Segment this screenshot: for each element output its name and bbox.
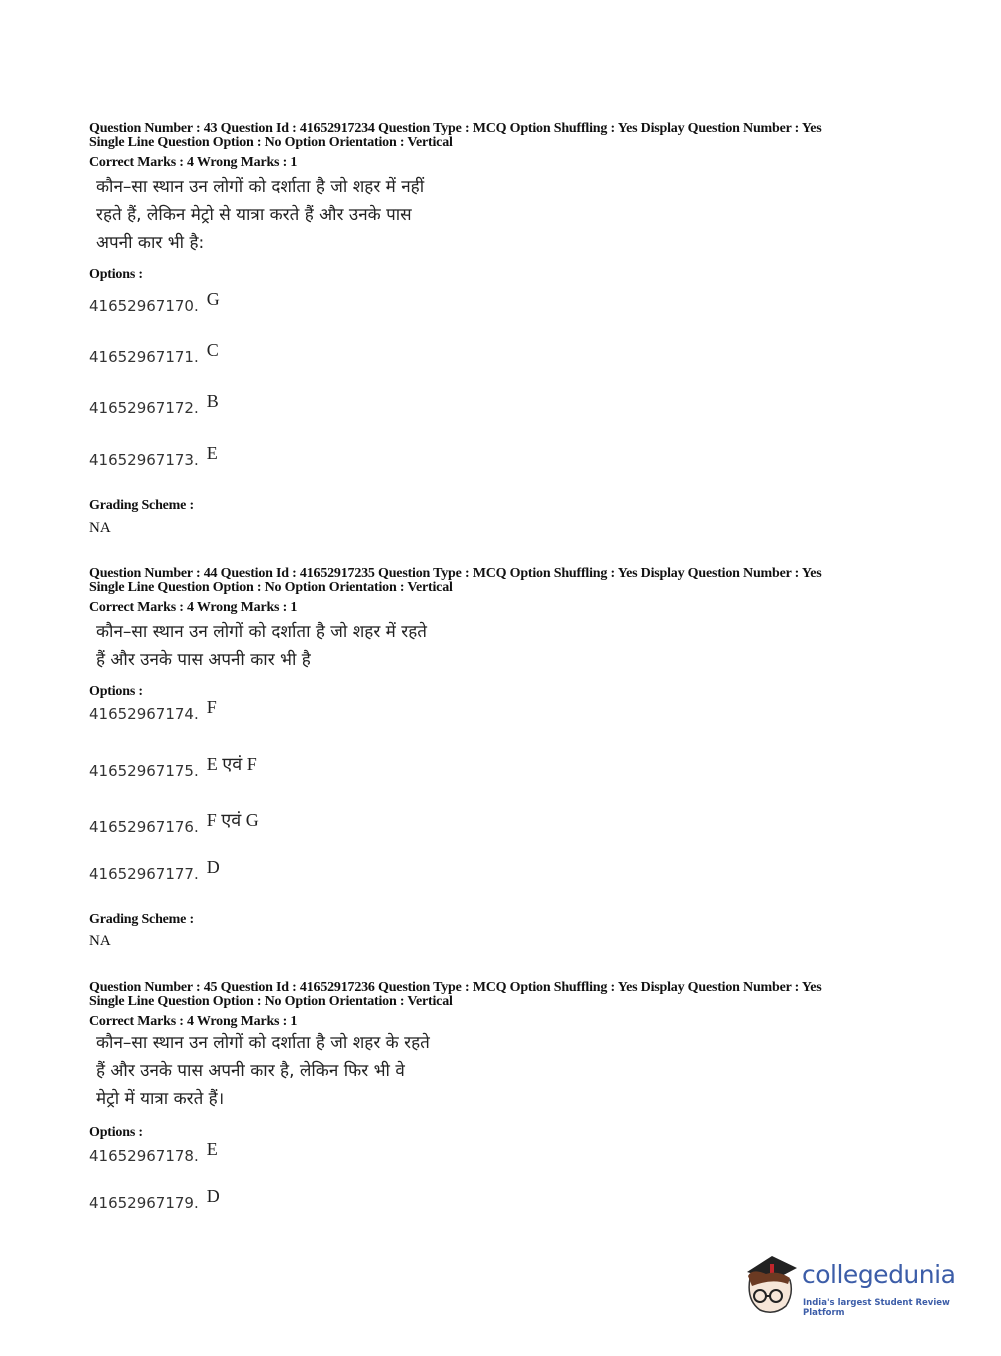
option-value: F एवं G [206, 810, 259, 830]
option-value: G [206, 289, 220, 309]
logo-brand: collegedunia [802, 1260, 956, 1289]
option-item [89, 697, 217, 724]
option-item [89, 1139, 218, 1166]
options-label: Options : [89, 684, 143, 699]
grading-scheme-label: Grading Scheme : [89, 498, 194, 513]
option-id: 41652967175. [89, 762, 199, 780]
option-value: F [206, 697, 217, 717]
question-marks: Correct Marks : 4 Wrong Marks : 1 [89, 1014, 298, 1029]
question-meta: Question Number : 45 Question Id : 41652917236 Question Type : MCQ Option Shuffling : Yes Display Question Number : Yes [89, 980, 822, 995]
question-text-line: कौन–सा स्थान उन लोगों को दर्शाता है जो शहर में रहते [96, 622, 427, 642]
logo-tagline: India's largest Student Review Platform [803, 1298, 950, 1318]
question-text-line: रहते हैं, लेकिन मेट्रो से यात्रा करते हैं और उनके पास [96, 205, 412, 225]
question-options-meta: Single Line Question Option : No Option Orientation : Vertical [89, 580, 453, 595]
question-text-line: कौन–सा स्थान उन लोगों को दर्शाता है जो शहर में नहीं [96, 177, 425, 197]
option-id: 41652967177. [89, 865, 199, 883]
option-value: D [206, 857, 220, 877]
grading-scheme-value: NA [89, 933, 111, 949]
option-id: 41652967176. [89, 818, 199, 836]
question-text-line: हैं और उनके पास अपनी कार है, लेकिन फिर भी वे [96, 1061, 405, 1081]
option-id: 41652967172. [89, 399, 199, 417]
collegedunia-logo [742, 1250, 972, 1320]
grading-scheme-label: Grading Scheme : [89, 912, 194, 927]
question-text-line: हैं और उनके पास अपनी कार भी है [96, 650, 311, 670]
option-value: B [206, 391, 219, 411]
question-text-line: अपनी कार भी है: [96, 233, 205, 253]
option-item [89, 1186, 220, 1213]
option-item [89, 857, 220, 884]
option-id: 41652967171. [89, 348, 199, 366]
options-label: Options : [89, 1125, 143, 1140]
option-value: E [206, 443, 218, 463]
option-item [89, 340, 219, 367]
question-marks: Correct Marks : 4 Wrong Marks : 1 [89, 155, 298, 170]
question-text-line: कौन–सा स्थान उन लोगों को दर्शाता है जो शहर के रहते [96, 1033, 430, 1053]
question-meta: Question Number : 43 Question Id : 41652917234 Question Type : MCQ Option Shuffling : Yes Display Question Number : Yes [89, 121, 822, 136]
option-id: 41652967170. [89, 297, 199, 315]
mascot-icon [742, 1250, 802, 1320]
question-meta: Question Number : 44 Question Id : 41652917235 Question Type : MCQ Option Shuffling : Yes Display Question Number : Yes [89, 566, 822, 581]
question-options-meta: Single Line Question Option : No Option Orientation : Vertical [89, 135, 453, 150]
option-item [89, 391, 219, 418]
question-text-line: मेट्रो में यात्रा करते हैं। [96, 1089, 225, 1109]
question-options-meta: Single Line Question Option : No Option Orientation : Vertical [89, 994, 453, 1009]
option-id: 41652967174. [89, 705, 199, 723]
option-value: C [206, 340, 219, 360]
grading-scheme-value: NA [89, 520, 111, 536]
option-value: D [206, 1186, 220, 1206]
option-item [89, 289, 220, 316]
option-item [89, 754, 257, 782]
option-id: 41652967179. [89, 1194, 199, 1212]
question-marks: Correct Marks : 4 Wrong Marks : 1 [89, 600, 298, 615]
option-item [89, 810, 259, 838]
option-item [89, 443, 218, 470]
option-value: E एवं F [206, 754, 257, 774]
option-value: E [206, 1139, 218, 1159]
options-label: Options : [89, 267, 143, 282]
option-id: 41652967173. [89, 451, 199, 469]
option-id: 41652967178. [89, 1147, 199, 1165]
